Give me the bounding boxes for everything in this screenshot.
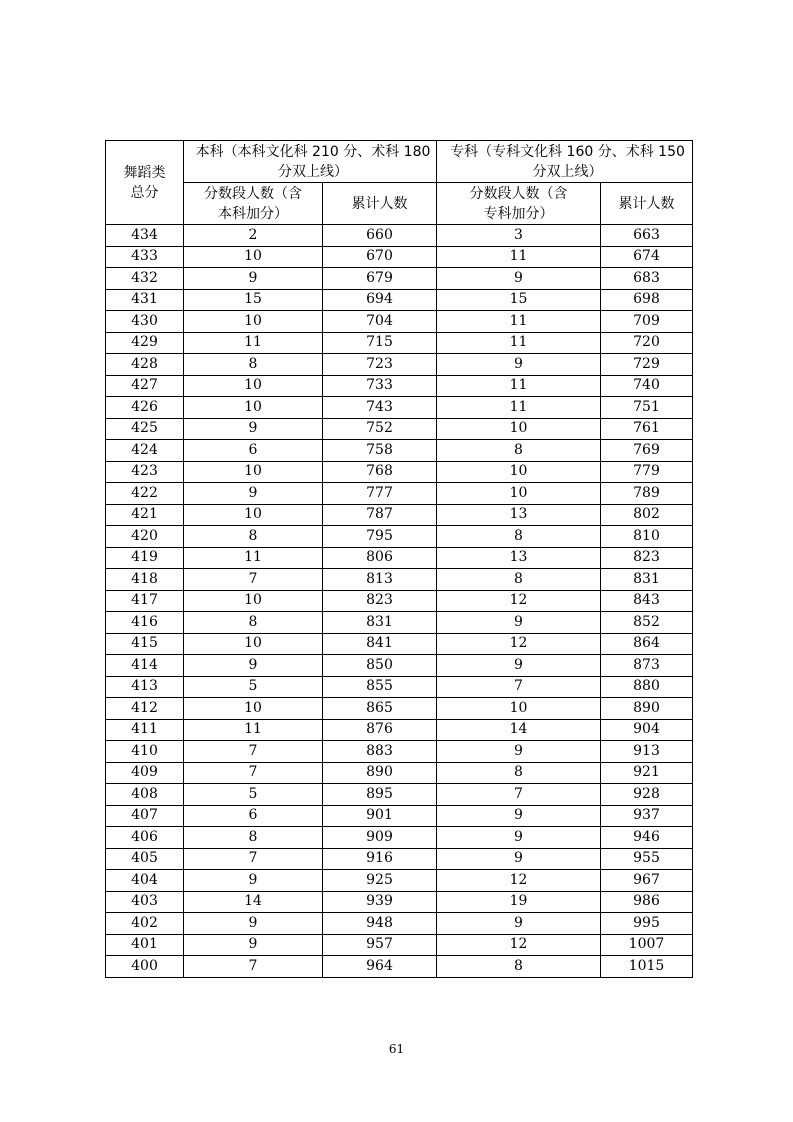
- benke-segment-header: 分数段人数（含本科加分）: [184, 183, 323, 225]
- table-row: [106, 827, 693, 849]
- benke-segment-cell: 2: [184, 225, 323, 247]
- score-cell: 407: [106, 805, 184, 827]
- zhuanke-segment-cell: 7: [437, 784, 601, 806]
- zhuanke-cumulative-cell: 1015: [601, 956, 693, 978]
- benke-group-header: 本科（本科文化科 210 分、术科 180 分双上线）: [184, 141, 437, 183]
- zhuanke-segment-cell: 11: [437, 246, 601, 268]
- benke-cumulative-cell: 831: [323, 612, 437, 634]
- score-cell: 418: [106, 569, 184, 591]
- table-row: [106, 397, 693, 419]
- score-cell: 432: [106, 268, 184, 290]
- zhuanke-segment-cell: 9: [437, 354, 601, 376]
- score-cell: 419: [106, 547, 184, 569]
- benke-segment-cell: 11: [184, 719, 323, 741]
- benke-cumulative-cell: 890: [323, 762, 437, 784]
- score-cell: 408: [106, 784, 184, 806]
- benke-segment-cell: 10: [184, 633, 323, 655]
- table-row: [106, 311, 693, 333]
- benke-segment-cell: 10: [184, 504, 323, 526]
- zhuanke-cumulative-cell: 802: [601, 504, 693, 526]
- score-column-header: 舞蹈类总分: [106, 141, 184, 225]
- zhuanke-cumulative-cell: 1007: [601, 934, 693, 956]
- zhuanke-segment-cell: 12: [437, 590, 601, 612]
- score-cell: 417: [106, 590, 184, 612]
- benke-cumulative-cell: 758: [323, 440, 437, 462]
- zhuanke-cumulative-cell: 928: [601, 784, 693, 806]
- table-row: [106, 848, 693, 870]
- zhuanke-segment-cell: 9: [437, 805, 601, 827]
- zhuanke-segment-cell: 10: [437, 483, 601, 505]
- benke-cumulative-cell: 865: [323, 698, 437, 720]
- zhuanke-cumulative-cell: 921: [601, 762, 693, 784]
- score-cell: 416: [106, 612, 184, 634]
- score-cell: 434: [106, 225, 184, 247]
- benke-segment-cell: 6: [184, 440, 323, 462]
- table-row: [106, 870, 693, 892]
- benke-cumulative-cell: 806: [323, 547, 437, 569]
- zhuanke-cumulative-cell: 683: [601, 268, 693, 290]
- zhuanke-segment-cell: 14: [437, 719, 601, 741]
- score-cell: 400: [106, 956, 184, 978]
- benke-segment-cell: 7: [184, 956, 323, 978]
- benke-segment-cell: 8: [184, 354, 323, 376]
- score-cell: 402: [106, 913, 184, 935]
- table-row: [106, 784, 693, 806]
- zhuanke-segment-cell: 8: [437, 569, 601, 591]
- score-cell: 401: [106, 934, 184, 956]
- benke-cumulative-cell: 841: [323, 633, 437, 655]
- benke-cumulative-cell: 768: [323, 461, 437, 483]
- table-row: [106, 719, 693, 741]
- benke-segment-cell: 8: [184, 827, 323, 849]
- zhuanke-cumulative-header: 累计人数: [601, 183, 693, 225]
- score-cell: 409: [106, 762, 184, 784]
- page-number: 61: [388, 1042, 405, 1056]
- benke-cumulative-cell: 795: [323, 526, 437, 548]
- zhuanke-segment-cell: 13: [437, 504, 601, 526]
- zhuanke-cumulative-cell: 864: [601, 633, 693, 655]
- table-row: [106, 246, 693, 268]
- score-cell: 424: [106, 440, 184, 462]
- benke-cumulative-header: 累计人数: [323, 183, 437, 225]
- zhuanke-segment-cell: 19: [437, 891, 601, 913]
- benke-segment-cell: 10: [184, 246, 323, 268]
- zhuanke-cumulative-cell: 880: [601, 676, 693, 698]
- benke-cumulative-cell: 883: [323, 741, 437, 763]
- table-row: [106, 569, 693, 591]
- score-cell: 415: [106, 633, 184, 655]
- zhuanke-segment-cell: 11: [437, 375, 601, 397]
- zhuanke-segment-cell: 9: [437, 268, 601, 290]
- benke-segment-cell: 8: [184, 526, 323, 548]
- benke-segment-cell: 9: [184, 870, 323, 892]
- zhuanke-segment-cell: 9: [437, 741, 601, 763]
- zhuanke-segment-cell: 10: [437, 698, 601, 720]
- benke-cumulative-cell: 948: [323, 913, 437, 935]
- score-cell: 427: [106, 375, 184, 397]
- zhuanke-cumulative-cell: 873: [601, 655, 693, 677]
- score-cell: 433: [106, 246, 184, 268]
- score-cell: 421: [106, 504, 184, 526]
- zhuanke-cumulative-cell: 852: [601, 612, 693, 634]
- benke-cumulative-cell: 855: [323, 676, 437, 698]
- table-row: [106, 526, 693, 548]
- table-row: [106, 332, 693, 354]
- score-cell: 428: [106, 354, 184, 376]
- zhuanke-cumulative-cell: 720: [601, 332, 693, 354]
- benke-cumulative-cell: 925: [323, 870, 437, 892]
- benke-cumulative-cell: 670: [323, 246, 437, 268]
- benke-segment-cell: 10: [184, 375, 323, 397]
- benke-cumulative-cell: 715: [323, 332, 437, 354]
- zhuanke-cumulative-cell: 946: [601, 827, 693, 849]
- benke-segment-cell: 5: [184, 784, 323, 806]
- table-row: [106, 934, 693, 956]
- zhuanke-segment-cell: 9: [437, 827, 601, 849]
- benke-segment-cell: 11: [184, 332, 323, 354]
- score-cell: 412: [106, 698, 184, 720]
- zhuanke-cumulative-cell: 967: [601, 870, 693, 892]
- table-row: [106, 354, 693, 376]
- zhuanke-segment-cell: 3: [437, 225, 601, 247]
- benke-segment-cell: 9: [184, 268, 323, 290]
- zhuanke-segment-cell: 8: [437, 440, 601, 462]
- benke-cumulative-cell: 704: [323, 311, 437, 333]
- zhuanke-cumulative-cell: 831: [601, 569, 693, 591]
- zhuanke-cumulative-cell: 904: [601, 719, 693, 741]
- zhuanke-segment-cell: 8: [437, 762, 601, 784]
- score-cell: 429: [106, 332, 184, 354]
- zhuanke-segment-cell: 9: [437, 655, 601, 677]
- zhuanke-cumulative-cell: 709: [601, 311, 693, 333]
- benke-segment-cell: 9: [184, 934, 323, 956]
- table-row: [106, 676, 693, 698]
- zhuanke-segment-cell: 7: [437, 676, 601, 698]
- table-row: [106, 655, 693, 677]
- benke-segment-cell: 10: [184, 461, 323, 483]
- score-cell: 420: [106, 526, 184, 548]
- score-cell: 413: [106, 676, 184, 698]
- zhuanke-segment-cell: 9: [437, 848, 601, 870]
- benke-cumulative-cell: 660: [323, 225, 437, 247]
- table-row: [106, 891, 693, 913]
- benke-cumulative-cell: 813: [323, 569, 437, 591]
- benke-cumulative-cell: 939: [323, 891, 437, 913]
- zhuanke-segment-cell: 15: [437, 289, 601, 311]
- benke-segment-cell: 11: [184, 547, 323, 569]
- zhuanke-cumulative-cell: 674: [601, 246, 693, 268]
- benke-segment-cell: 7: [184, 848, 323, 870]
- zhuanke-cumulative-cell: 843: [601, 590, 693, 612]
- zhuanke-cumulative-cell: 789: [601, 483, 693, 505]
- benke-cumulative-cell: 723: [323, 354, 437, 376]
- table-row: [106, 956, 693, 978]
- zhuanke-segment-header: 分数段人数（含专科加分）: [437, 183, 601, 225]
- table-row: [106, 268, 693, 290]
- table-row: [106, 698, 693, 720]
- zhuanke-cumulative-cell: 751: [601, 397, 693, 419]
- score-cell: 426: [106, 397, 184, 419]
- table-row: [106, 289, 693, 311]
- score-cell: 430: [106, 311, 184, 333]
- zhuanke-segment-cell: 10: [437, 418, 601, 440]
- zhuanke-segment-cell: 11: [437, 397, 601, 419]
- zhuanke-cumulative-cell: 769: [601, 440, 693, 462]
- benke-cumulative-cell: 850: [323, 655, 437, 677]
- table-row: [106, 440, 693, 462]
- benke-cumulative-cell: 679: [323, 268, 437, 290]
- table-row: [106, 504, 693, 526]
- zhuanke-cumulative-cell: 890: [601, 698, 693, 720]
- zhuanke-cumulative-cell: 937: [601, 805, 693, 827]
- benke-segment-cell: 10: [184, 397, 323, 419]
- zhuanke-cumulative-cell: 913: [601, 741, 693, 763]
- benke-cumulative-cell: 876: [323, 719, 437, 741]
- zhuanke-segment-cell: 8: [437, 526, 601, 548]
- table-row: [106, 483, 693, 505]
- benke-cumulative-cell: 743: [323, 397, 437, 419]
- table-row: [106, 612, 693, 634]
- score-cell: 406: [106, 827, 184, 849]
- benke-segment-cell: 7: [184, 569, 323, 591]
- zhuanke-cumulative-cell: 810: [601, 526, 693, 548]
- zhuanke-cumulative-cell: 955: [601, 848, 693, 870]
- zhuanke-cumulative-cell: 740: [601, 375, 693, 397]
- score-cell: 422: [106, 483, 184, 505]
- benke-cumulative-cell: 787: [323, 504, 437, 526]
- table-row: [106, 741, 693, 763]
- table-row: [106, 547, 693, 569]
- zhuanke-cumulative-cell: 729: [601, 354, 693, 376]
- benke-cumulative-cell: 957: [323, 934, 437, 956]
- score-distribution-table: [105, 140, 693, 978]
- zhuanke-cumulative-cell: 698: [601, 289, 693, 311]
- benke-cumulative-cell: 895: [323, 784, 437, 806]
- zhuanke-cumulative-cell: 986: [601, 891, 693, 913]
- benke-cumulative-cell: 694: [323, 289, 437, 311]
- score-cell: 403: [106, 891, 184, 913]
- table-body: [106, 225, 693, 978]
- zhuanke-segment-cell: 11: [437, 311, 601, 333]
- zhuanke-segment-cell: 12: [437, 633, 601, 655]
- zhuanke-segment-cell: 11: [437, 332, 601, 354]
- zhuanke-segment-cell: 8: [437, 956, 601, 978]
- benke-cumulative-cell: 901: [323, 805, 437, 827]
- zhuanke-cumulative-cell: 663: [601, 225, 693, 247]
- benke-cumulative-cell: 777: [323, 483, 437, 505]
- benke-segment-cell: 9: [184, 418, 323, 440]
- score-cell: 414: [106, 655, 184, 677]
- zhuanke-segment-cell: 12: [437, 934, 601, 956]
- benke-cumulative-cell: 733: [323, 375, 437, 397]
- table-row: [106, 375, 693, 397]
- score-cell: 405: [106, 848, 184, 870]
- benke-segment-cell: 14: [184, 891, 323, 913]
- zhuanke-cumulative-cell: 823: [601, 547, 693, 569]
- table-row: [106, 805, 693, 827]
- benke-segment-cell: 7: [184, 762, 323, 784]
- benke-segment-cell: 10: [184, 698, 323, 720]
- table-row: [106, 461, 693, 483]
- table-row: [106, 633, 693, 655]
- table-row: [106, 590, 693, 612]
- table-row: [106, 418, 693, 440]
- zhuanke-cumulative-cell: 761: [601, 418, 693, 440]
- benke-cumulative-cell: 752: [323, 418, 437, 440]
- zhuanke-segment-cell: 9: [437, 612, 601, 634]
- zhuanke-group-header: 专科（专科文化科 160 分、术科 150 分双上线）: [437, 141, 693, 183]
- table-row: [106, 225, 693, 247]
- zhuanke-segment-cell: 13: [437, 547, 601, 569]
- table-row: [106, 762, 693, 784]
- benke-segment-cell: 9: [184, 655, 323, 677]
- benke-segment-cell: 10: [184, 590, 323, 612]
- benke-cumulative-cell: 823: [323, 590, 437, 612]
- benke-segment-cell: 9: [184, 483, 323, 505]
- benke-segment-cell: 6: [184, 805, 323, 827]
- benke-segment-cell: 15: [184, 289, 323, 311]
- score-cell: 425: [106, 418, 184, 440]
- benke-cumulative-cell: 909: [323, 827, 437, 849]
- score-cell: 423: [106, 461, 184, 483]
- table-row: [106, 913, 693, 935]
- zhuanke-segment-cell: 12: [437, 870, 601, 892]
- benke-segment-cell: 5: [184, 676, 323, 698]
- score-cell: 410: [106, 741, 184, 763]
- benke-cumulative-cell: 916: [323, 848, 437, 870]
- score-cell: 404: [106, 870, 184, 892]
- score-cell: 411: [106, 719, 184, 741]
- zhuanke-cumulative-cell: 995: [601, 913, 693, 935]
- benke-segment-cell: 9: [184, 913, 323, 935]
- benke-cumulative-cell: 964: [323, 956, 437, 978]
- benke-segment-cell: 7: [184, 741, 323, 763]
- benke-segment-cell: 10: [184, 311, 323, 333]
- zhuanke-segment-cell: 10: [437, 461, 601, 483]
- score-cell: 431: [106, 289, 184, 311]
- zhuanke-segment-cell: 9: [437, 913, 601, 935]
- benke-segment-cell: 8: [184, 612, 323, 634]
- zhuanke-cumulative-cell: 779: [601, 461, 693, 483]
